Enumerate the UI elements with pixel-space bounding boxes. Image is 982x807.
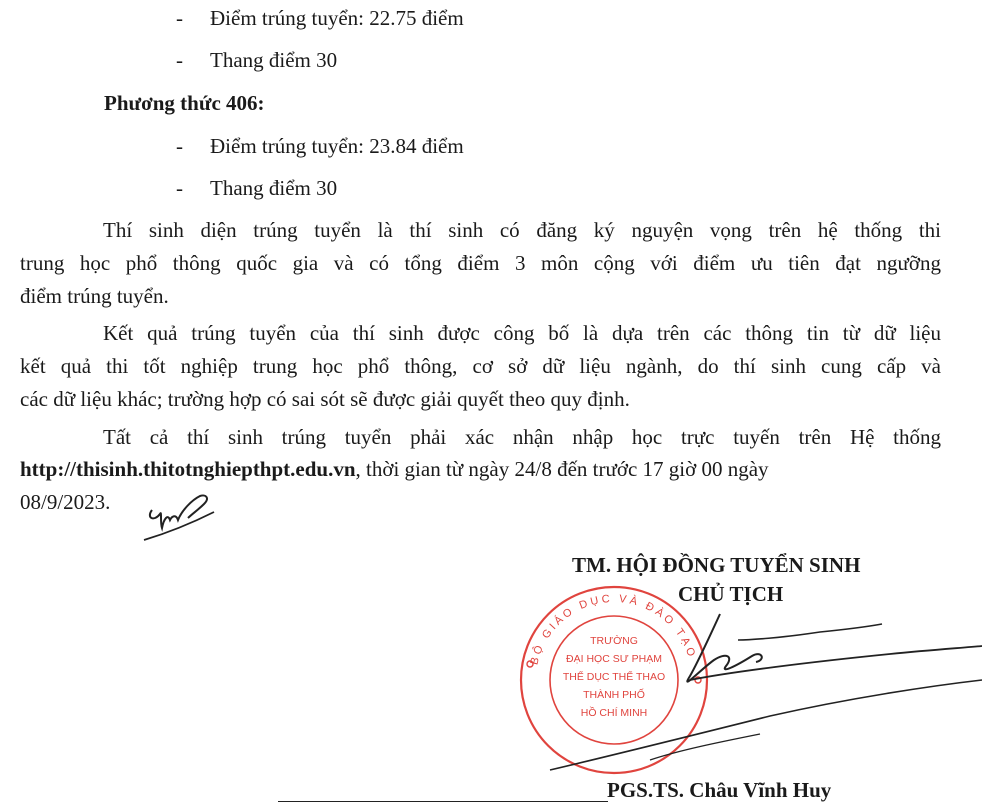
stamp-line-1: TRƯỜNG <box>590 635 638 647</box>
registration-url[interactable]: http://thisinh.thitotnghiepthpt.edu.vn <box>20 457 356 481</box>
signatory-name: PGS.TS. Châu Vĩnh Huy <box>607 778 832 802</box>
paragraph-1-line-1: Thí sinh diện trúng tuyển là thí sinh có đăng ký nguyện vọng trên hệ thống thi <box>103 218 941 242</box>
signature-initials <box>140 488 230 548</box>
paragraph-2-line-1: Kết quả trúng tuyển của thí sinh được công bố là dựa trên các thông tin từ dữ liệu <box>103 321 941 345</box>
signatory-title: CHỦ TỊCH <box>678 582 784 606</box>
paragraph-3-line-3: 08/9/2023. <box>20 490 111 514</box>
chairman-signature <box>530 600 982 790</box>
bullet-dash: - <box>176 6 183 30</box>
stamp-outer-text: BỘ GIÁO DỤC VÀ ĐÀO TẠO <box>528 592 699 667</box>
score-scale-406: Thang điểm 30 <box>210 176 338 200</box>
stamp-line-3: THỂ DỤC THỂ THAO <box>562 671 666 683</box>
method-406-heading: Phương thức 406: <box>104 91 265 115</box>
bullet-dash: - <box>176 134 183 158</box>
stamp-line-4: THÀNH PHỐ <box>583 689 645 701</box>
score-scale-405: Thang điểm 30 <box>210 48 338 72</box>
paragraph-3-line-2 <box>20 456 769 482</box>
registration-period: , thời gian từ ngày 24/8 đến trước 17 giờ 00 ngày <box>355 457 769 481</box>
paragraph-3-line-1: Tất cả thí sinh trúng tuyển phải xác nhận nhập học trực tuyến trên Hệ thống <box>103 425 941 449</box>
stamp-line-2: ĐẠI HỌC SƯ PHẠM <box>566 653 662 665</box>
bullet-dash: - <box>176 48 183 72</box>
paragraph-2-line-2: kết quả thi tốt nghiệp trung học phổ thông, cơ sở dữ liệu ngành, do thí sinh cung cấp và <box>20 354 941 378</box>
cutoff-score-406: Điểm trúng tuyển: 23.84 điểm <box>210 134 464 158</box>
stamp-line-5: HỒ CHÍ MINH <box>580 707 648 719</box>
bullet-dash: - <box>176 176 183 200</box>
cutoff-score-405: Điểm trúng tuyển: 22.75 điểm <box>210 6 464 30</box>
paragraph-1-line-2: trung học phổ thông quốc gia và có tổng điểm 3 môn cộng với điểm ưu tiên đạt ngưỡng <box>20 251 941 275</box>
footer-rule <box>278 801 608 802</box>
paragraph-2-line-3: các dữ liệu khác; trường hợp có sai sót sẽ được giải quyết theo quy định. <box>20 387 630 411</box>
paragraph-1-line-3: điểm trúng tuyển. <box>20 284 169 308</box>
council-org-line: TM. HỘI ĐỒNG TUYỂN SINH <box>572 553 861 577</box>
